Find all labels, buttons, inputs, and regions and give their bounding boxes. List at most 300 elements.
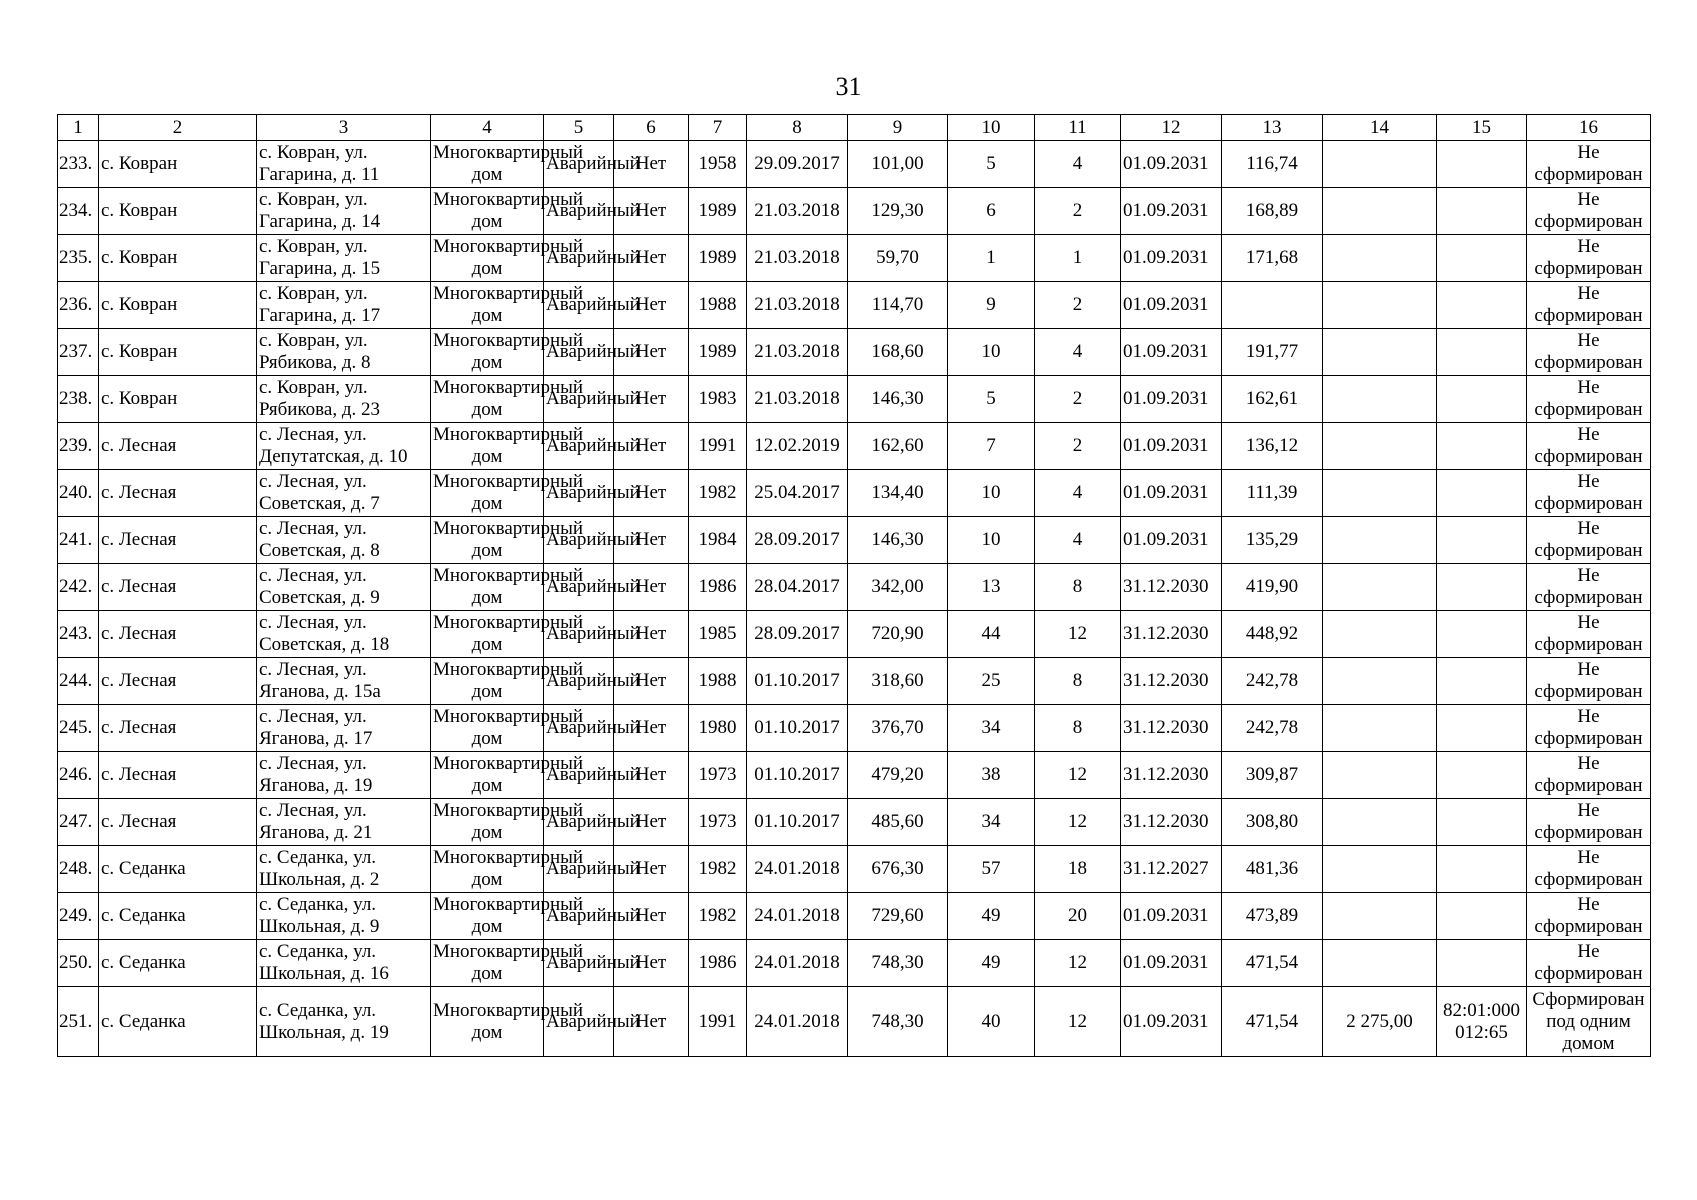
cell-land-status: Не сформирован (1527, 470, 1651, 517)
cell-condition: Аварийный (544, 611, 614, 658)
cell-residents: 10 (948, 470, 1035, 517)
cell-address: с. Седанка, ул. Школьная, д. 16 (257, 940, 431, 987)
cell-area: 168,60 (848, 329, 948, 376)
cell-residents: 7 (948, 423, 1035, 470)
cell-residents: 38 (948, 752, 1035, 799)
cell-condition: Аварийный (544, 752, 614, 799)
cell-condition: Аварийный (544, 376, 614, 423)
cell-residents: 10 (948, 517, 1035, 564)
cell-apartments: 4 (1035, 329, 1121, 376)
cell-residents: 9 (948, 282, 1035, 329)
cell-settlement: с. Ковран (99, 235, 257, 282)
cell-condition: Аварийный (544, 188, 614, 235)
cell-col-13: 162,61 (1222, 376, 1323, 423)
cell-cadastral-number (1437, 893, 1527, 940)
cell-recognition-date: 01.10.2017 (747, 658, 848, 705)
cell-settlement: с. Седанка (99, 987, 257, 1057)
column-header: 12 (1121, 115, 1222, 141)
cell-recognition-date: 21.03.2018 (747, 329, 848, 376)
cell-row-number: 238. (58, 376, 99, 423)
cell-resettlement-date: 01.09.2031 (1121, 470, 1222, 517)
cell-land-status: Не сформирован (1527, 188, 1651, 235)
cell-apartments: 4 (1035, 141, 1121, 188)
cell-area: 720,90 (848, 611, 948, 658)
cell-resettlement-date: 31.12.2030 (1121, 658, 1222, 705)
cell-condition: Аварийный (544, 893, 614, 940)
cell-col-6: Нет (614, 705, 689, 752)
cell-residents: 57 (948, 846, 1035, 893)
cell-year-built: 1973 (689, 799, 747, 846)
cell-area: 146,30 (848, 517, 948, 564)
cell-resettlement-date: 01.09.2031 (1121, 235, 1222, 282)
cell-recognition-date: 01.10.2017 (747, 752, 848, 799)
table-row (58, 235, 1651, 282)
cell-condition: Аварийный (544, 799, 614, 846)
cell-row-number: 245. (58, 705, 99, 752)
column-header: 4 (431, 115, 544, 141)
cell-apartments: 12 (1035, 799, 1121, 846)
cell-row-number: 234. (58, 188, 99, 235)
cell-resettlement-date: 01.09.2031 (1121, 376, 1222, 423)
cell-house-type: Многоквартирный дом (431, 799, 544, 846)
cell-house-type: Многоквартирный дом (431, 423, 544, 470)
cell-recognition-date: 24.01.2018 (747, 846, 848, 893)
cell-col-6: Нет (614, 564, 689, 611)
cell-cadastral-number (1437, 235, 1527, 282)
cell-address: с. Ковран, ул. Гагарина, д. 14 (257, 188, 431, 235)
cell-col-13: 171,68 (1222, 235, 1323, 282)
cell-resettlement-date: 01.09.2031 (1121, 282, 1222, 329)
cell-col-14 (1323, 470, 1437, 517)
cell-residents: 5 (948, 141, 1035, 188)
cell-condition: Аварийный (544, 705, 614, 752)
cell-house-type: Многоквартирный дом (431, 846, 544, 893)
column-header: 1 (58, 115, 99, 141)
cell-land-status: Не сформирован (1527, 423, 1651, 470)
cell-condition: Аварийный (544, 940, 614, 987)
cell-row-number: 246. (58, 752, 99, 799)
cell-col-6: Нет (614, 987, 689, 1057)
cell-land-status: Не сформирован (1527, 658, 1651, 705)
cell-row-number: 241. (58, 517, 99, 564)
cell-residents: 40 (948, 987, 1035, 1057)
cell-area: 146,30 (848, 376, 948, 423)
table-row (58, 188, 1651, 235)
cell-house-type: Многоквартирный дом (431, 705, 544, 752)
table-row (58, 423, 1651, 470)
cell-area: 129,30 (848, 188, 948, 235)
cell-condition: Аварийный (544, 141, 614, 188)
cell-col-6: Нет (614, 517, 689, 564)
cell-cadastral-number (1437, 282, 1527, 329)
cell-area: 479,20 (848, 752, 948, 799)
cell-address: с. Лесная, ул. Яганова, д. 21 (257, 799, 431, 846)
table-row (58, 282, 1651, 329)
cell-area: 485,60 (848, 799, 948, 846)
cell-col-13: 473,89 (1222, 893, 1323, 940)
column-header: 5 (544, 115, 614, 141)
cell-apartments: 4 (1035, 470, 1121, 517)
table-row (58, 799, 1651, 846)
cell-house-type: Многоквартирный дом (431, 517, 544, 564)
cell-col-13: 111,39 (1222, 470, 1323, 517)
cell-condition: Аварийный (544, 987, 614, 1057)
cell-house-type: Многоквартирный дом (431, 141, 544, 188)
cell-settlement: с. Лесная (99, 517, 257, 564)
cell-address: с. Седанка, ул. Школьная, д. 9 (257, 893, 431, 940)
cell-year-built: 1973 (689, 752, 747, 799)
cell-cadastral-number (1437, 752, 1527, 799)
cell-cadastral-number (1437, 611, 1527, 658)
cell-apartments: 8 (1035, 564, 1121, 611)
cell-col-13: 136,12 (1222, 423, 1323, 470)
cell-row-number: 239. (58, 423, 99, 470)
cell-area: 114,70 (848, 282, 948, 329)
table-row (58, 705, 1651, 752)
cell-house-type: Многоквартирный дом (431, 376, 544, 423)
cell-col-13: 419,90 (1222, 564, 1323, 611)
cell-settlement: с. Лесная (99, 658, 257, 705)
cell-recognition-date: 01.10.2017 (747, 705, 848, 752)
cell-settlement: с. Лесная (99, 564, 257, 611)
housing-table (57, 114, 1651, 1057)
cell-row-number: 247. (58, 799, 99, 846)
cell-house-type: Многоквартирный дом (431, 987, 544, 1057)
cell-row-number: 237. (58, 329, 99, 376)
cell-col-14 (1323, 658, 1437, 705)
table-row (58, 517, 1651, 564)
cell-col-14 (1323, 752, 1437, 799)
cell-row-number: 235. (58, 235, 99, 282)
cell-row-number: 236. (58, 282, 99, 329)
cell-year-built: 1958 (689, 141, 747, 188)
column-header: 13 (1222, 115, 1323, 141)
cell-recognition-date: 28.09.2017 (747, 611, 848, 658)
cell-house-type: Многоквартирный дом (431, 611, 544, 658)
cell-address: с. Седанка, ул. Школьная, д. 2 (257, 846, 431, 893)
cell-cadastral-number (1437, 517, 1527, 564)
cell-col-14 (1323, 517, 1437, 564)
cell-apartments: 20 (1035, 893, 1121, 940)
cell-condition: Аварийный (544, 235, 614, 282)
cell-residents: 34 (948, 799, 1035, 846)
cell-col-6: Нет (614, 893, 689, 940)
cell-area: 729,60 (848, 893, 948, 940)
cell-recognition-date: 28.04.2017 (747, 564, 848, 611)
table-row (58, 846, 1651, 893)
cell-recognition-date: 21.03.2018 (747, 235, 848, 282)
cell-col-13: 481,36 (1222, 846, 1323, 893)
cell-condition: Аварийный (544, 470, 614, 517)
cell-col-6: Нет (614, 799, 689, 846)
cell-land-status: Не сформирован (1527, 611, 1651, 658)
cell-settlement: с. Седанка (99, 893, 257, 940)
cell-year-built: 1988 (689, 658, 747, 705)
cell-land-status: Не сформирован (1527, 282, 1651, 329)
cell-condition: Аварийный (544, 564, 614, 611)
cell-year-built: 1991 (689, 987, 747, 1057)
cell-condition: Аварийный (544, 423, 614, 470)
cell-col-14 (1323, 188, 1437, 235)
cell-land-status: Не сформирован (1527, 705, 1651, 752)
cell-resettlement-date: 31.12.2030 (1121, 752, 1222, 799)
cell-year-built: 1991 (689, 423, 747, 470)
table-row (58, 987, 1651, 1057)
cell-house-type: Многоквартирный дом (431, 940, 544, 987)
cell-cadastral-number (1437, 470, 1527, 517)
cell-settlement: с. Лесная (99, 799, 257, 846)
cell-apartments: 12 (1035, 987, 1121, 1057)
cell-row-number: 243. (58, 611, 99, 658)
cell-address: с. Ковран, ул. Гагарина, д. 15 (257, 235, 431, 282)
cell-col-13: 448,92 (1222, 611, 1323, 658)
cell-address: с. Лесная, ул. Советская, д. 18 (257, 611, 431, 658)
cell-recognition-date: 21.03.2018 (747, 188, 848, 235)
cell-house-type: Многоквартирный дом (431, 658, 544, 705)
cell-land-status: Не сформирован (1527, 799, 1651, 846)
cell-col-14 (1323, 799, 1437, 846)
cell-land-status: Не сформирован (1527, 940, 1651, 987)
cell-resettlement-date: 31.12.2030 (1121, 564, 1222, 611)
cell-col-6: Нет (614, 188, 689, 235)
cell-recognition-date: 21.03.2018 (747, 376, 848, 423)
cell-recognition-date: 29.09.2017 (747, 141, 848, 188)
cell-house-type: Многоквартирный дом (431, 188, 544, 235)
cell-cadastral-number (1437, 423, 1527, 470)
cell-address: с. Лесная, ул. Яганова, д. 17 (257, 705, 431, 752)
cell-settlement: с. Лесная (99, 611, 257, 658)
table-body (58, 141, 1651, 1057)
cell-settlement: с. Ковран (99, 282, 257, 329)
cell-resettlement-date: 01.09.2031 (1121, 517, 1222, 564)
cell-col-14: 2 275,00 (1323, 987, 1437, 1057)
cell-year-built: 1985 (689, 611, 747, 658)
cell-area: 162,60 (848, 423, 948, 470)
column-header: 6 (614, 115, 689, 141)
cell-condition: Аварийный (544, 658, 614, 705)
cell-year-built: 1984 (689, 517, 747, 564)
cell-address: с. Лесная, ул. Депутатская, д. 10 (257, 423, 431, 470)
cell-col-13: 168,89 (1222, 188, 1323, 235)
cell-apartments: 8 (1035, 658, 1121, 705)
cell-col-13: 471,54 (1222, 987, 1323, 1057)
cell-address: с. Ковран, ул. Рябикова, д. 8 (257, 329, 431, 376)
cell-settlement: с. Ковран (99, 188, 257, 235)
cell-apartments: 8 (1035, 705, 1121, 752)
cell-address: с. Лесная, ул. Советская, д. 9 (257, 564, 431, 611)
cell-address: с. Лесная, ул. Яганова, д. 15а (257, 658, 431, 705)
column-header: 7 (689, 115, 747, 141)
cell-col-6: Нет (614, 282, 689, 329)
column-header: 16 (1527, 115, 1651, 141)
cell-area: 134,40 (848, 470, 948, 517)
cell-col-13 (1222, 282, 1323, 329)
cell-address: с. Лесная, ул. Яганова, д. 19 (257, 752, 431, 799)
cell-col-6: Нет (614, 423, 689, 470)
cell-resettlement-date: 01.09.2031 (1121, 987, 1222, 1057)
cell-house-type: Многоквартирный дом (431, 282, 544, 329)
table-row (58, 940, 1651, 987)
table-row (58, 752, 1651, 799)
cell-address: с. Ковран, ул. Гагарина, д. 11 (257, 141, 431, 188)
cell-residents: 13 (948, 564, 1035, 611)
cell-recognition-date: 24.01.2018 (747, 987, 848, 1057)
table-row (58, 893, 1651, 940)
cell-land-status: Не сформирован (1527, 517, 1651, 564)
cell-condition: Аварийный (544, 517, 614, 564)
cell-apartments: 12 (1035, 752, 1121, 799)
cell-col-13: 135,29 (1222, 517, 1323, 564)
cell-col-6: Нет (614, 611, 689, 658)
table-row (58, 611, 1651, 658)
cell-resettlement-date: 31.12.2030 (1121, 799, 1222, 846)
cell-settlement: с. Лесная (99, 705, 257, 752)
cell-col-14 (1323, 329, 1437, 376)
cell-land-status: Сформирован под одним домом (1527, 987, 1651, 1057)
cell-residents: 5 (948, 376, 1035, 423)
cell-col-14 (1323, 423, 1437, 470)
cell-recognition-date: 21.03.2018 (747, 282, 848, 329)
cell-residents: 49 (948, 893, 1035, 940)
cell-cadastral-number (1437, 329, 1527, 376)
cell-apartments: 1 (1035, 235, 1121, 282)
cell-settlement: с. Лесная (99, 752, 257, 799)
column-header: 3 (257, 115, 431, 141)
cell-recognition-date: 01.10.2017 (747, 799, 848, 846)
cell-col-13: 116,74 (1222, 141, 1323, 188)
cell-residents: 1 (948, 235, 1035, 282)
cell-col-13: 242,78 (1222, 658, 1323, 705)
cell-col-14 (1323, 235, 1437, 282)
cell-col-14 (1323, 940, 1437, 987)
cell-recognition-date: 28.09.2017 (747, 517, 848, 564)
cell-house-type: Многоквартирный дом (431, 329, 544, 376)
cell-land-status: Не сформирован (1527, 235, 1651, 282)
cell-col-6: Нет (614, 846, 689, 893)
cell-col-6: Нет (614, 329, 689, 376)
cell-area: 376,70 (848, 705, 948, 752)
cell-row-number: 240. (58, 470, 99, 517)
cell-resettlement-date: 31.12.2030 (1121, 611, 1222, 658)
cell-settlement: с. Седанка (99, 940, 257, 987)
cell-house-type: Многоквартирный дом (431, 564, 544, 611)
cell-settlement: с. Лесная (99, 423, 257, 470)
cell-residents: 49 (948, 940, 1035, 987)
cell-row-number: 249. (58, 893, 99, 940)
cell-address: с. Лесная, ул. Советская, д. 7 (257, 470, 431, 517)
cell-col-6: Нет (614, 376, 689, 423)
cell-area: 748,30 (848, 987, 948, 1057)
cell-year-built: 1986 (689, 564, 747, 611)
column-header: 2 (99, 115, 257, 141)
cell-apartments: 2 (1035, 376, 1121, 423)
cell-resettlement-date: 01.09.2031 (1121, 423, 1222, 470)
cell-col-13: 309,87 (1222, 752, 1323, 799)
cell-recognition-date: 12.02.2019 (747, 423, 848, 470)
cell-settlement: с. Седанка (99, 846, 257, 893)
cell-residents: 10 (948, 329, 1035, 376)
cell-cadastral-number (1437, 376, 1527, 423)
cell-year-built: 1989 (689, 329, 747, 376)
cell-settlement: с. Ковран (99, 376, 257, 423)
cell-settlement: с. Ковран (99, 141, 257, 188)
cell-row-number: 244. (58, 658, 99, 705)
cell-cadastral-number (1437, 658, 1527, 705)
cell-resettlement-date: 31.12.2027 (1121, 846, 1222, 893)
cell-resettlement-date: 01.09.2031 (1121, 329, 1222, 376)
cell-apartments: 4 (1035, 517, 1121, 564)
cell-year-built: 1982 (689, 470, 747, 517)
cell-col-14 (1323, 846, 1437, 893)
cell-row-number: 250. (58, 940, 99, 987)
cell-col-14 (1323, 893, 1437, 940)
cell-land-status: Не сформирован (1527, 329, 1651, 376)
header-row (58, 115, 1651, 141)
cell-cadastral-number: 82:01:000 012:65 (1437, 987, 1527, 1057)
cell-apartments: 18 (1035, 846, 1121, 893)
cell-year-built: 1989 (689, 188, 747, 235)
cell-col-13: 242,78 (1222, 705, 1323, 752)
cell-col-14 (1323, 611, 1437, 658)
cell-area: 342,00 (848, 564, 948, 611)
cell-cadastral-number (1437, 705, 1527, 752)
cell-address: с. Седанка, ул. Школьная, д. 19 (257, 987, 431, 1057)
table-row (58, 376, 1651, 423)
cell-apartments: 2 (1035, 188, 1121, 235)
cell-land-status: Не сформирован (1527, 893, 1651, 940)
cell-col-14 (1323, 705, 1437, 752)
cell-cadastral-number (1437, 188, 1527, 235)
cell-cadastral-number (1437, 141, 1527, 188)
cell-area: 748,30 (848, 940, 948, 987)
cell-year-built: 1988 (689, 282, 747, 329)
cell-recognition-date: 24.01.2018 (747, 893, 848, 940)
table-row (58, 329, 1651, 376)
cell-house-type: Многоквартирный дом (431, 235, 544, 282)
cell-apartments: 12 (1035, 611, 1121, 658)
cell-col-6: Нет (614, 940, 689, 987)
cell-residents: 6 (948, 188, 1035, 235)
cell-row-number: 248. (58, 846, 99, 893)
cell-col-14 (1323, 564, 1437, 611)
page-number: 31 (835, 72, 862, 101)
cell-land-status: Не сформирован (1527, 564, 1651, 611)
cell-cadastral-number (1437, 799, 1527, 846)
table-row (58, 470, 1651, 517)
cell-col-6: Нет (614, 658, 689, 705)
table-row (58, 141, 1651, 188)
cell-resettlement-date: 01.09.2031 (1121, 940, 1222, 987)
column-header: 14 (1323, 115, 1437, 141)
column-header: 15 (1437, 115, 1527, 141)
cell-cadastral-number (1437, 846, 1527, 893)
cell-resettlement-date: 01.09.2031 (1121, 893, 1222, 940)
cell-settlement: с. Лесная (99, 470, 257, 517)
cell-col-13: 471,54 (1222, 940, 1323, 987)
column-header: 9 (848, 115, 948, 141)
cell-land-status: Не сформирован (1527, 141, 1651, 188)
cell-cadastral-number (1437, 940, 1527, 987)
table-row (58, 564, 1651, 611)
cell-house-type: Многоквартирный дом (431, 470, 544, 517)
cell-residents: 34 (948, 705, 1035, 752)
cell-row-number: 233. (58, 141, 99, 188)
cell-residents: 25 (948, 658, 1035, 705)
cell-row-number: 242. (58, 564, 99, 611)
cell-address: с. Ковран, ул. Гагарина, д. 17 (257, 282, 431, 329)
cell-condition: Аварийный (544, 329, 614, 376)
cell-col-6: Нет (614, 470, 689, 517)
